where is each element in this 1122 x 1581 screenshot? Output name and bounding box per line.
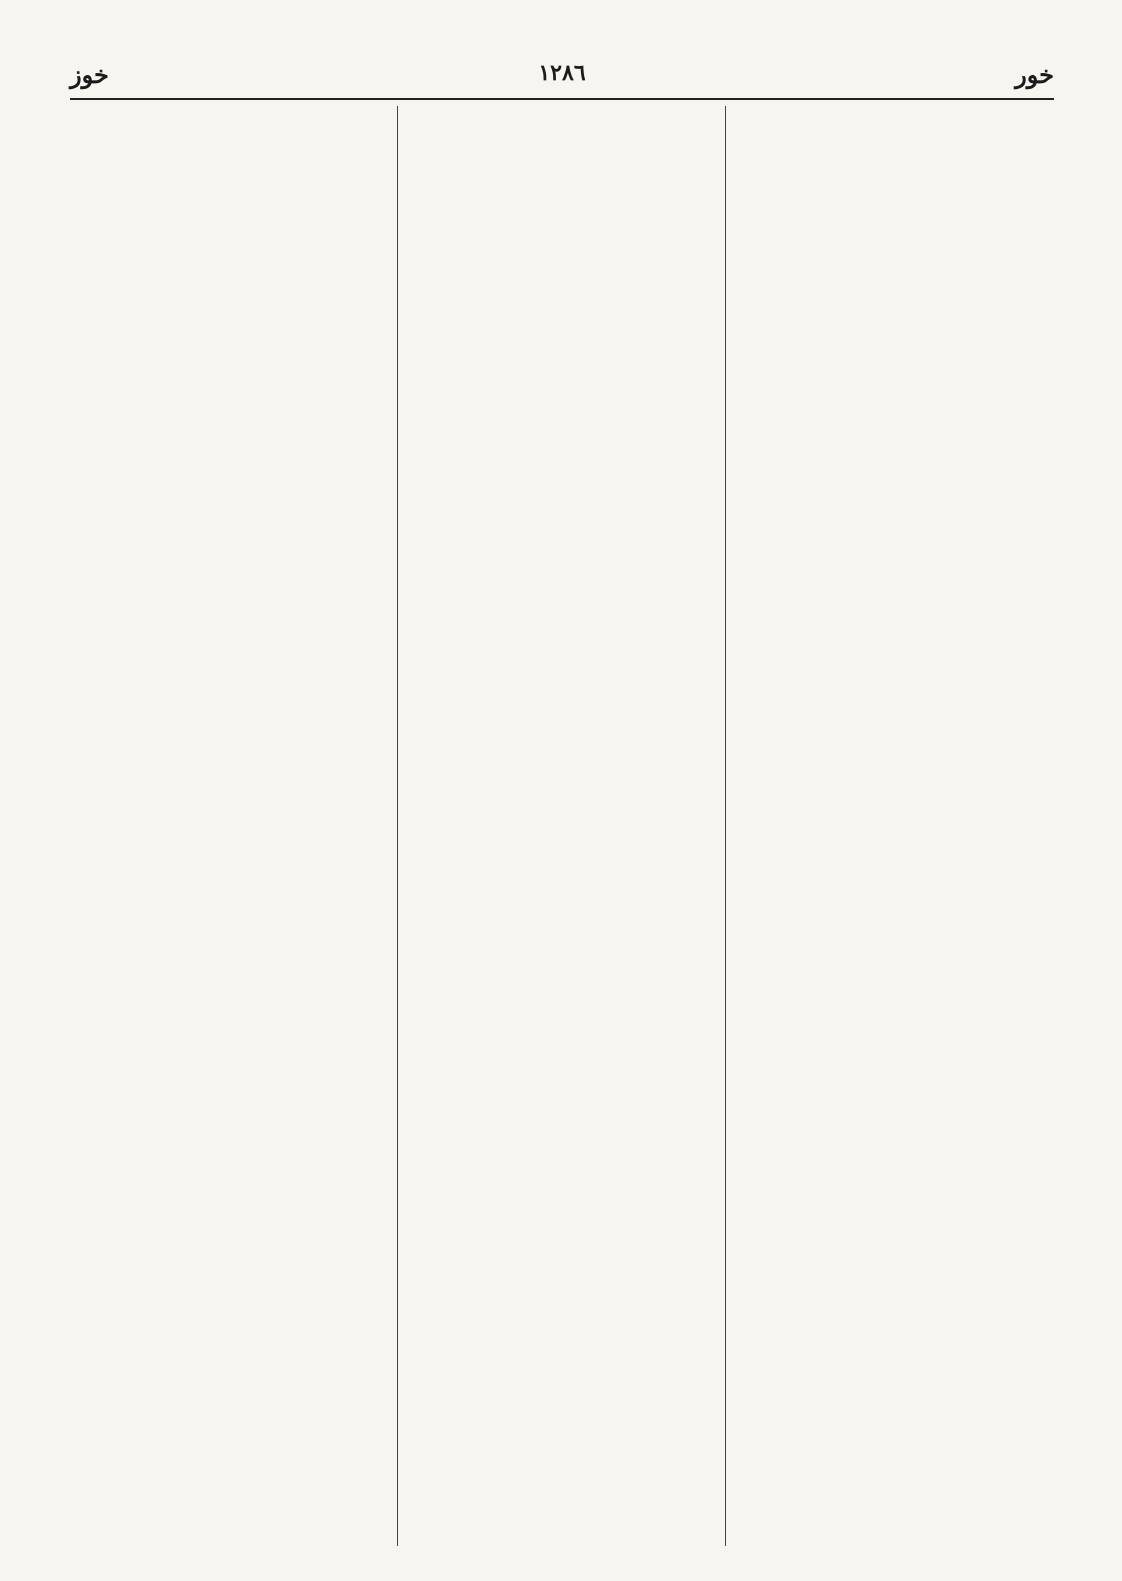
header-word-right: خور bbox=[1015, 60, 1054, 89]
column-middle bbox=[398, 106, 726, 1546]
column-right bbox=[726, 106, 1054, 1546]
text-columns bbox=[70, 106, 1054, 1546]
column-left bbox=[70, 106, 398, 1546]
page-header bbox=[70, 58, 1054, 100]
page-number: ١٢٨٦ bbox=[538, 60, 586, 86]
header-word-left: خوز bbox=[70, 60, 109, 89]
